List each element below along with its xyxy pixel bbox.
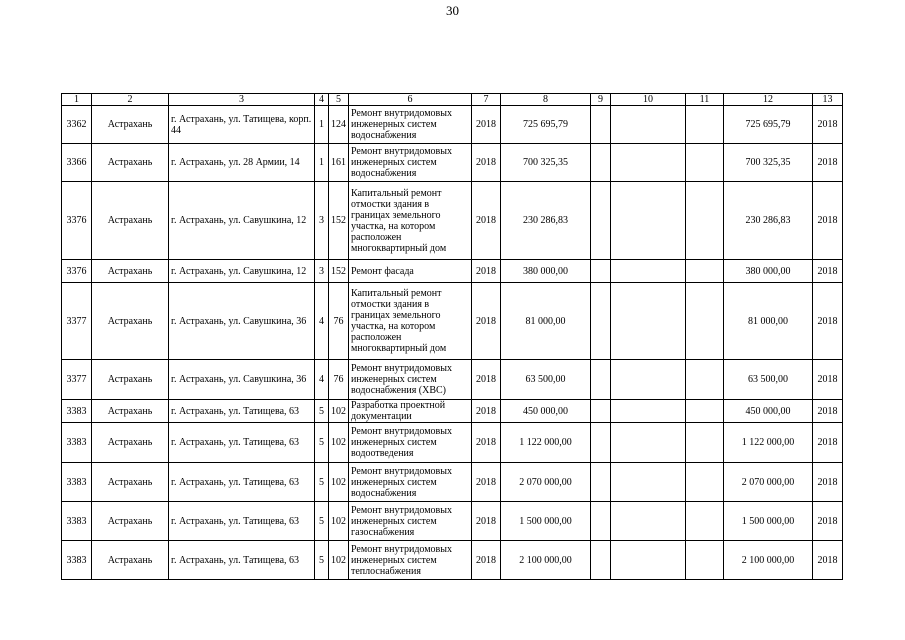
column-header: 3 [169,94,315,106]
year-cell: 2018 [472,502,501,541]
completion-year-cell: 2018 [813,502,843,541]
column-4-cell: 5 [315,400,329,423]
row-id-cell: 3366 [62,144,92,182]
city-cell: Астрахань [92,182,169,260]
column-4-cell: 5 [315,541,329,580]
table-row [62,106,843,144]
total-cost-cell: 380 000,00 [724,260,813,283]
column-9-cell [591,423,611,463]
column-11-cell [686,144,724,182]
cost-cell: 1 122 000,00 [501,423,591,463]
column-5-cell: 161 [329,144,349,182]
city-cell: Астрахань [92,260,169,283]
cost-cell: 63 500,00 [501,360,591,400]
column-4-cell: 5 [315,423,329,463]
page-number: 30 [446,3,459,18]
column-5-cell: 152 [329,182,349,260]
table-row [62,182,843,260]
column-10-cell [611,106,686,144]
column-4-cell: 5 [315,502,329,541]
column-9-cell [591,541,611,580]
column-header: 9 [591,94,611,106]
total-cost-cell: 230 286,83 [724,182,813,260]
city-cell: Астрахань [92,423,169,463]
city-cell: Астрахань [92,283,169,360]
column-header: 4 [315,94,329,106]
city-cell: Астрахань [92,502,169,541]
year-cell: 2018 [472,423,501,463]
work-type-cell: Капитальный ремонт отмостки здания в границах земельного участка, на котором расположен многоквартирный дом [349,182,472,260]
column-10-cell [611,182,686,260]
column-10-cell [611,463,686,502]
address-cell: г. Астрахань, ул. Татищева, 63 [169,502,315,541]
column-header: 12 [724,94,813,106]
column-10-cell [611,541,686,580]
column-11-cell [686,423,724,463]
column-11-cell [686,541,724,580]
address-cell: г. Астрахань, ул. 28 Армии, 14 [169,144,315,182]
cost-cell: 725 695,79 [501,106,591,144]
column-5-cell: 102 [329,400,349,423]
column-header: 6 [349,94,472,106]
column-11-cell [686,260,724,283]
work-type-cell: Ремонт внутридомовых инженерных систем водоснабжения [349,106,472,144]
column-11-cell [686,400,724,423]
address-cell: г. Астрахань, ул. Татищева, 63 [169,400,315,423]
address-cell: г. Астрахань, ул. Татищева, 63 [169,423,315,463]
total-cost-cell: 1 500 000,00 [724,502,813,541]
year-cell: 2018 [472,144,501,182]
column-10-cell [611,144,686,182]
work-type-cell: Капитальный ремонт отмостки здания в границах земельного участка, на котором расположен многоквартирный дом [349,283,472,360]
total-cost-cell: 700 325,35 [724,144,813,182]
work-type-cell: Ремонт внутридомовых инженерных систем газоснабжения [349,502,472,541]
work-type-cell: Ремонт внутридомовых инженерных систем водоотведения [349,423,472,463]
work-type-cell: Ремонт фасада [349,260,472,283]
city-cell: Астрахань [92,541,169,580]
column-5-cell: 102 [329,541,349,580]
work-type-cell: Разработка проектной документации [349,400,472,423]
column-11-cell [686,283,724,360]
year-cell: 2018 [472,182,501,260]
column-5-cell: 152 [329,260,349,283]
city-cell: Астрахань [92,144,169,182]
completion-year-cell: 2018 [813,423,843,463]
column-header: 5 [329,94,349,106]
column-4-cell: 1 [315,106,329,144]
year-cell: 2018 [472,260,501,283]
column-9-cell [591,182,611,260]
total-cost-cell: 1 122 000,00 [724,423,813,463]
year-cell: 2018 [472,106,501,144]
column-10-cell [611,360,686,400]
address-cell: г. Астрахань, ул. Татищева, корп. 44 [169,106,315,144]
city-cell: Астрахань [92,106,169,144]
column-header: 8 [501,94,591,106]
table-row [62,541,843,580]
work-type-cell: Ремонт внутридомовых инженерных систем водоснабжения (ХВС) [349,360,472,400]
table-row [62,400,843,423]
completion-year-cell: 2018 [813,182,843,260]
column-9-cell [591,360,611,400]
cost-cell: 2 100 000,00 [501,541,591,580]
column-10-cell [611,502,686,541]
column-5-cell: 124 [329,106,349,144]
city-cell: Астрахань [92,463,169,502]
column-5-cell: 102 [329,502,349,541]
column-11-cell [686,182,724,260]
column-header: 11 [686,94,724,106]
row-id-cell: 3383 [62,502,92,541]
cost-cell: 81 000,00 [501,283,591,360]
column-11-cell [686,463,724,502]
column-header: 1 [62,94,92,106]
address-cell: г. Астрахань, ул. Савушкина, 36 [169,360,315,400]
completion-year-cell: 2018 [813,144,843,182]
address-cell: г. Астрахань, ул. Савушкина, 12 [169,182,315,260]
completion-year-cell: 2018 [813,283,843,360]
column-4-cell: 3 [315,260,329,283]
capital-repair-table [61,93,843,580]
cost-cell: 230 286,83 [501,182,591,260]
column-header: 2 [92,94,169,106]
column-9-cell [591,463,611,502]
column-5-cell: 102 [329,423,349,463]
column-9-cell [591,502,611,541]
cost-cell: 1 500 000,00 [501,502,591,541]
completion-year-cell: 2018 [813,400,843,423]
column-10-cell [611,400,686,423]
address-cell: г. Астрахань, ул. Татищева, 63 [169,541,315,580]
work-type-cell: Ремонт внутридомовых инженерных систем водоснабжения [349,144,472,182]
row-id-cell: 3377 [62,360,92,400]
column-9-cell [591,260,611,283]
column-9-cell [591,144,611,182]
total-cost-cell: 63 500,00 [724,360,813,400]
year-cell: 2018 [472,541,501,580]
work-type-cell: Ремонт внутридомовых инженерных систем теплоснабжения [349,541,472,580]
table-row [62,360,843,400]
column-5-cell: 76 [329,283,349,360]
row-id-cell: 3383 [62,463,92,502]
column-11-cell [686,360,724,400]
year-cell: 2018 [472,400,501,423]
cost-cell: 700 325,35 [501,144,591,182]
column-4-cell: 1 [315,144,329,182]
table-row [62,463,843,502]
cost-cell: 380 000,00 [501,260,591,283]
total-cost-cell: 81 000,00 [724,283,813,360]
table-row [62,502,843,541]
row-id-cell: 3376 [62,260,92,283]
completion-year-cell: 2018 [813,260,843,283]
table-row [62,144,843,182]
work-type-cell: Ремонт внутридомовых инженерных систем водоснабжения [349,463,472,502]
cost-cell: 450 000,00 [501,400,591,423]
column-4-cell: 4 [315,360,329,400]
column-9-cell [591,400,611,423]
column-number-row [62,94,843,106]
row-id-cell: 3383 [62,541,92,580]
column-header: 10 [611,94,686,106]
city-cell: Астрахань [92,360,169,400]
table-row [62,260,843,283]
table-row [62,423,843,463]
column-4-cell: 3 [315,182,329,260]
column-10-cell [611,423,686,463]
total-cost-cell: 450 000,00 [724,400,813,423]
column-5-cell: 102 [329,463,349,502]
column-5-cell: 76 [329,360,349,400]
column-header: 13 [813,94,843,106]
city-cell: Астрахань [92,400,169,423]
address-cell: г. Астрахань, ул. Савушкина, 36 [169,283,315,360]
column-4-cell: 5 [315,463,329,502]
column-9-cell [591,283,611,360]
completion-year-cell: 2018 [813,463,843,502]
row-id-cell: 3377 [62,283,92,360]
completion-year-cell: 2018 [813,360,843,400]
cost-cell: 2 070 000,00 [501,463,591,502]
row-id-cell: 3362 [62,106,92,144]
column-9-cell [591,106,611,144]
address-cell: г. Астрахань, ул. Савушкина, 12 [169,260,315,283]
row-id-cell: 3376 [62,182,92,260]
year-cell: 2018 [472,463,501,502]
column-10-cell [611,260,686,283]
column-11-cell [686,502,724,541]
completion-year-cell: 2018 [813,106,843,144]
year-cell: 2018 [472,283,501,360]
completion-year-cell: 2018 [813,541,843,580]
total-cost-cell: 2 100 000,00 [724,541,813,580]
row-id-cell: 3383 [62,400,92,423]
total-cost-cell: 2 070 000,00 [724,463,813,502]
year-cell: 2018 [472,360,501,400]
column-10-cell [611,283,686,360]
column-4-cell: 4 [315,283,329,360]
address-cell: г. Астрахань, ул. Татищева, 63 [169,463,315,502]
column-11-cell [686,106,724,144]
row-id-cell: 3383 [62,423,92,463]
total-cost-cell: 725 695,79 [724,106,813,144]
table-row [62,283,843,360]
column-header: 7 [472,94,501,106]
